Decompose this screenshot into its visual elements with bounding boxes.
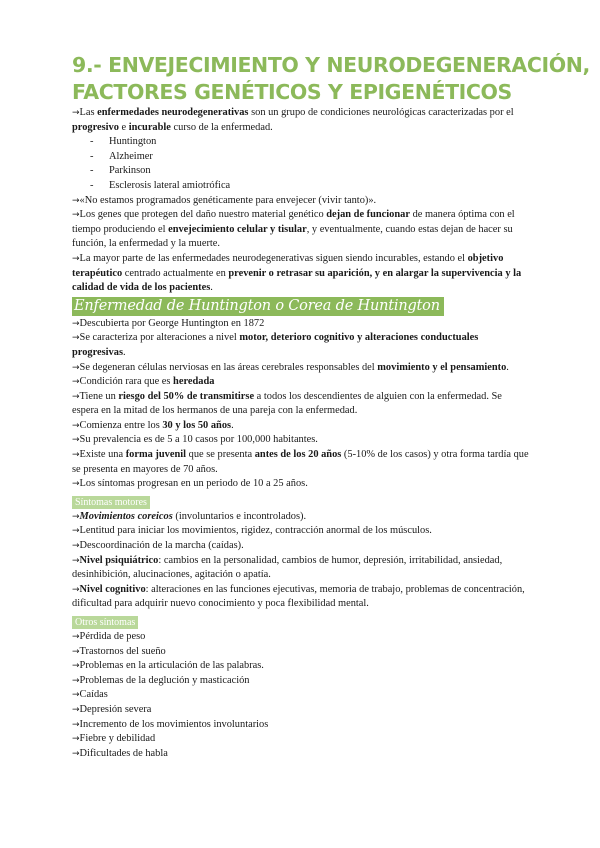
other-symptom: →Incremento de los movimientos involuntarios — [72, 718, 269, 730]
arrow-icon: → — [72, 632, 80, 642]
huntington-point: →Los síntomas progresan en un periodo de 10 a 25 años. — [72, 478, 308, 490]
other-symptoms-heading: Otros síntomas — [72, 616, 138, 629]
huntington-point: →Se degeneran células nerviosas en las áreas cerebrales responsables del movimiento y el pensamiento. — [72, 361, 509, 373]
arrow-icon: → — [72, 420, 80, 431]
document-page — [72, 52, 590, 761]
arrow-icon: → — [72, 391, 80, 402]
other-symptom: →Trastornos del sueño — [72, 645, 166, 657]
arrow-icon: → — [72, 675, 80, 686]
intro-paragraph-4: →La mayor parte de las enfermedades neurodegenerativas siguen siendo incurables, estando el objetivo terapéutico centrado actualmente en prevenir o retrasar su aparición, y en alargar la supervivencia y la calidad de vida de los pacientes. — [72, 252, 522, 294]
list-item: - Huntington — [90, 136, 157, 148]
list-item: - Alzheimer — [90, 150, 153, 162]
other-symptom: →Dificultades de habla — [72, 747, 168, 759]
arrow-icon: → — [72, 526, 80, 537]
other-symptom: →Depresión severa — [72, 703, 152, 715]
arrow-icon: → — [72, 748, 80, 759]
arrow-icon: → — [72, 377, 80, 388]
huntington-point: →Condición rara que es heredada — [72, 376, 215, 388]
arrow-icon: → — [72, 734, 80, 745]
other-symptom: →Problemas de la deglución y masticación — [72, 674, 250, 686]
other-symptom: →Problemas en la articulación de las palabras. — [72, 660, 264, 672]
other-symptom: →Pérdida de peso — [72, 631, 146, 642]
motor-symptom: →Nivel cognitivo: alteraciones en las funciones ejecutivas, memoria de trabajo, problemas de concentración, dificultad para adquirir nuevo conocimiento y poca flexibilidad mental. — [72, 583, 525, 610]
arrow-icon: → — [72, 450, 80, 461]
motor-symptom: →Descoordinación de la marcha (caídas). — [72, 540, 244, 552]
arrow-icon: → — [72, 318, 80, 329]
arrow-icon: → — [72, 719, 80, 730]
arrow-icon: → — [72, 511, 80, 522]
motor-symptom: →Nivel psiquiátrico: cambios en la personalidad, cambios de humor, depresión, irritabilidad, ansiedad, desinhibición, alucinaciones, agitación o apatía. — [72, 554, 503, 581]
list-item: - Esclerosis lateral amiotrófica — [90, 179, 231, 191]
arrow-icon: → — [72, 253, 80, 264]
intro-paragraph-2: →«No estamos programados genéticamente para envejecer (vivir tanto)». — [72, 194, 377, 206]
intro-paragraph-1: →Las enfermedades neurodegenerativas son un grupo de condiciones neurológicas caracterizadas por el progresivo e incurable curso de la enfermedad. — [72, 107, 514, 133]
huntington-point: →Existe una forma juvenil que se presenta antes de los 20 años (5-10% de los casos) y otra forma tardía que se presenta en mayores de 70 años. — [72, 449, 529, 475]
arrow-icon: → — [72, 210, 80, 221]
arrow-icon: → — [72, 362, 80, 373]
arrow-icon: → — [72, 479, 80, 490]
arrow-icon: → — [72, 541, 80, 552]
arrow-icon: → — [72, 333, 80, 344]
arrow-icon: → — [72, 584, 80, 595]
arrow-icon: → — [72, 704, 80, 715]
arrow-icon: → — [72, 661, 80, 672]
motor-symptoms-heading: Síntomas motores — [72, 496, 150, 509]
motor-symptom: →Lentitud para iniciar los movimientos, rigidez, contracción anormal de los músculos. — [72, 525, 432, 537]
motor-symptom: →Movimientos coreicos (involuntarios e incontrolados). — [72, 510, 307, 522]
page-title-line-2: FACTORES GENÉTICOS Y EPIGENÉTICOS — [72, 80, 512, 104]
list-item: - Parkinson — [90, 165, 151, 177]
huntington-point: →Comienza entre los 30 y los 50 años. — [72, 419, 234, 431]
arrow-icon: → — [72, 108, 80, 118]
arrow-icon: → — [72, 646, 80, 657]
arrow-icon: → — [72, 435, 80, 446]
page-title-line-1: 9.- ENVEJECIMIENTO Y NEURODEGENERACIÓN, — [72, 53, 590, 77]
huntington-point: →Su prevalencia es de 5 a 10 casos por 100,000 habitantes. — [72, 434, 318, 446]
disease-list — [72, 135, 530, 193]
huntington-point: →Tiene un riesgo del 50% de transmitirse a todos los descendientes de alguien con la enfermedad. Se espera en la mitad de los hermanos de una pareja con la enfermedad. — [72, 390, 502, 417]
arrow-icon: → — [72, 690, 80, 701]
arrow-icon: → — [72, 195, 80, 206]
huntington-point: →Descubierta por George Huntington en 1872 — [72, 317, 265, 329]
other-symptom: →Fiebre y debilidad — [72, 733, 156, 745]
other-symptom: →Caídas — [72, 689, 108, 701]
arrow-icon: → — [72, 555, 80, 566]
huntington-point: →Se caracteriza por alteraciones a nivel motor, deterioro cognitivo y alteraciones conductuales progresivas. — [72, 332, 479, 358]
intro-paragraph-3: →Los genes que protegen del daño nuestro material genético dejan de funcionar de manera óptima con el tiempo produciendo el envejecimiento celular y tisular, y eventualmente, cuando estas dejan de hacer su función, la enfermedad y la muerte. — [72, 209, 515, 250]
huntington-section-heading: Enfermedad de Huntington o Corea de Huntington — [72, 297, 444, 316]
